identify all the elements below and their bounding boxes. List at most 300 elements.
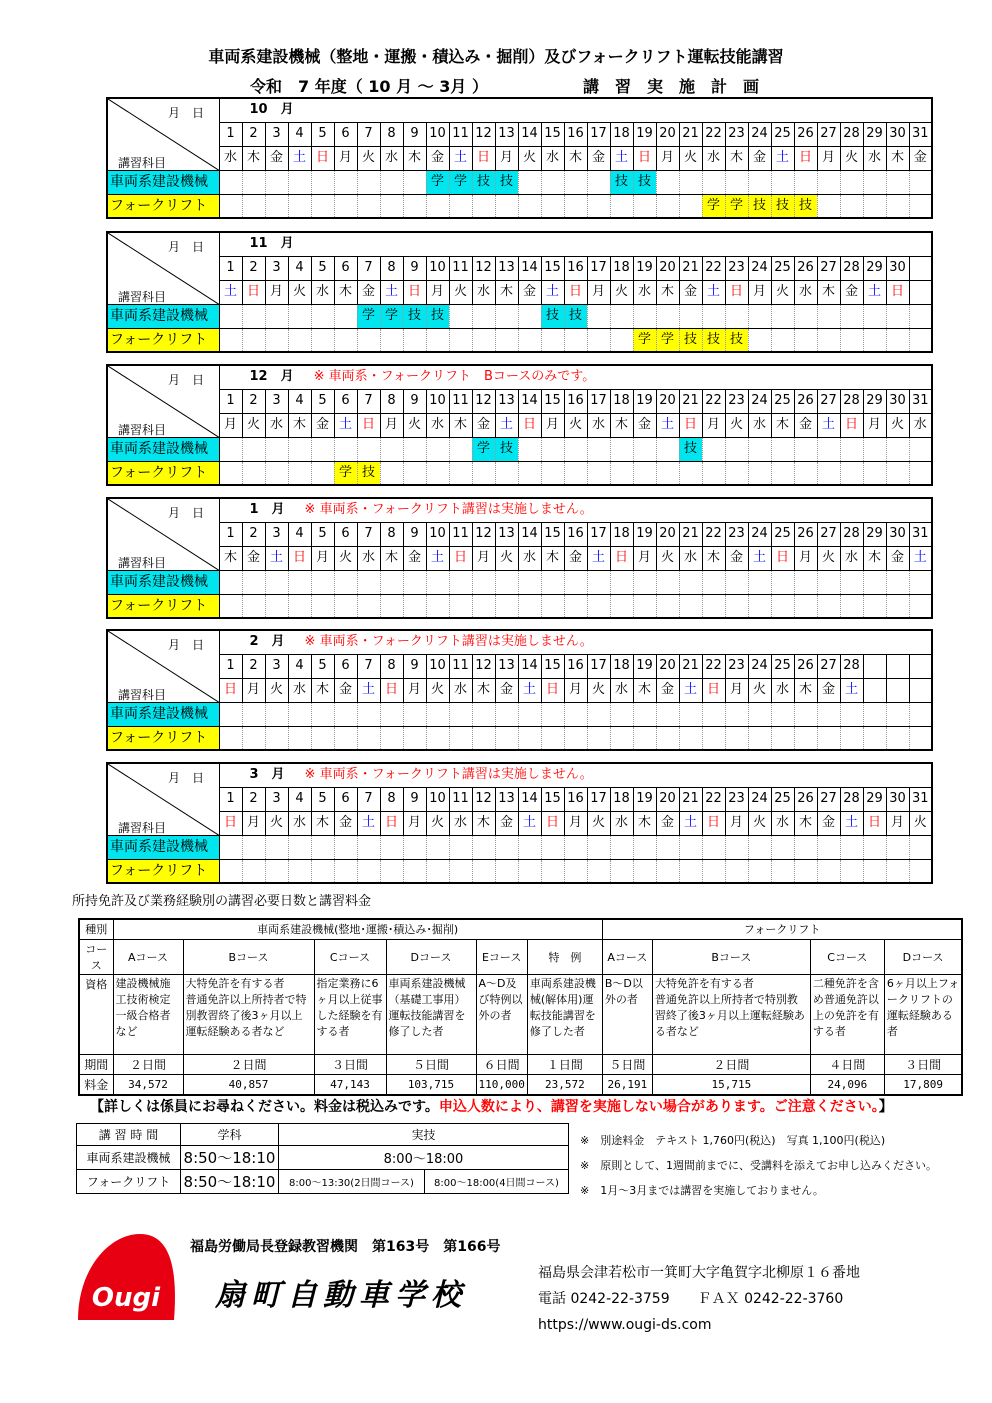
forklift-cell — [610, 194, 633, 218]
weekday: 月 — [587, 280, 610, 304]
day-number: 8 — [380, 787, 403, 811]
weekday: 月 — [702, 413, 725, 437]
weekday: 月 — [794, 546, 817, 570]
vehicle-cell — [610, 570, 633, 594]
forklift-cell: 技 — [794, 194, 817, 218]
forklift-cell — [863, 594, 886, 618]
month-note: ※ 車両系・フォークリフト Bコースのみです。 — [313, 369, 596, 385]
weekday: 水 — [610, 811, 633, 835]
forklift-cell — [518, 859, 541, 883]
vehicle-cell — [656, 304, 679, 328]
subject-label: 講習科目 — [118, 290, 167, 304]
forklift-cell — [564, 461, 587, 485]
forklift-cell — [587, 461, 610, 485]
vehicle-practice-time: 8:00～18:00 — [279, 1146, 569, 1170]
day-number: 27 — [817, 522, 840, 546]
forklift-row-label: フォークリフト — [107, 194, 219, 218]
vehicle-cell — [219, 570, 242, 594]
vehicle-cell — [725, 170, 748, 194]
vehicle-cell — [840, 835, 863, 859]
vehicle-cell — [679, 170, 702, 194]
day-number: 2 — [242, 787, 265, 811]
forklift-cell — [357, 594, 380, 618]
day-number: 24 — [748, 389, 771, 413]
weekday: 火 — [403, 413, 426, 437]
weekday: 日 — [725, 280, 748, 304]
vehicle-cell — [449, 570, 472, 594]
day-number: 14 — [518, 389, 541, 413]
day-number: 3 — [265, 654, 288, 678]
weekday: 火 — [587, 811, 610, 835]
vehicle-cell — [449, 835, 472, 859]
forklift-cell — [656, 194, 679, 218]
forklift-cell — [909, 726, 932, 750]
vehicle-cell — [564, 570, 587, 594]
forklift-cell — [380, 594, 403, 618]
vehicle-cell — [817, 835, 840, 859]
forklift-cell — [817, 594, 840, 618]
day-number: 15 — [541, 787, 564, 811]
fee-price-cell: 103,715 — [386, 1074, 476, 1095]
vehicle-cell — [817, 570, 840, 594]
subject-label: 講習科目 — [118, 556, 167, 570]
day-number: 15 — [541, 122, 564, 146]
weekday: 月 — [265, 280, 288, 304]
inquiry-warning: 申込人数により、講習を実施しない場合があります。ご注意ください。 — [438, 1099, 879, 1115]
weekday — [863, 678, 886, 702]
day-number: 8 — [380, 654, 403, 678]
fee-qual-cell: 指定業務に6ヶ月以上従事した経験を有する者 — [314, 974, 386, 1054]
forklift-cell — [288, 594, 311, 618]
forklift-cell — [380, 726, 403, 750]
forklift-cell — [380, 461, 403, 485]
vehicle-cell — [334, 170, 357, 194]
day-number: 10 — [426, 256, 449, 280]
vehicle-cell — [541, 437, 564, 461]
forklift-cell — [518, 461, 541, 485]
weekday: 金 — [656, 811, 679, 835]
day-number: 2 — [242, 654, 265, 678]
vehicle-kind: 車両系建設機械(整地･運搬･積込み･掘削) — [113, 919, 602, 939]
weekday: 金 — [357, 280, 380, 304]
day-number: 12 — [472, 522, 495, 546]
day-number: 28 — [840, 256, 863, 280]
weekday: 火 — [771, 280, 794, 304]
forklift-cell: 技 — [748, 194, 771, 218]
vehicle-cell — [518, 170, 541, 194]
forklift-cell — [541, 594, 564, 618]
fee-qual-cell: 大特免許を有する者 普通免許以上所持者で特別教習終了後3ヶ月以上運転経験ある者など — [183, 974, 314, 1054]
time-header: 講 習 時 間 — [77, 1124, 181, 1146]
fee-section-title: 所持免許及び業務経験別の講習必要日数と講習料金 — [72, 894, 372, 909]
weekday: 月 — [219, 413, 242, 437]
vehicle-cell — [518, 304, 541, 328]
weekday: 月 — [541, 413, 564, 437]
vehicle-cell — [564, 437, 587, 461]
day-number: 15 — [541, 522, 564, 546]
vehicle-cell — [748, 570, 771, 594]
vehicle-cell — [587, 304, 610, 328]
day-number: 5 — [311, 522, 334, 546]
forklift-cell — [472, 594, 495, 618]
forklift-cell — [380, 194, 403, 218]
weekday: 水 — [587, 413, 610, 437]
forklift-cell — [633, 461, 656, 485]
vehicle-cell — [771, 702, 794, 726]
forklift-cell — [610, 859, 633, 883]
forklift-cell — [702, 859, 725, 883]
vehicle-cell — [265, 437, 288, 461]
day-number: 26 — [794, 122, 817, 146]
weekday: 水 — [840, 546, 863, 570]
weekday: 土 — [357, 811, 380, 835]
month-name: 3 月 — [249, 767, 285, 783]
day-number: 18 — [610, 256, 633, 280]
weekday: 日 — [403, 280, 426, 304]
month-label — [219, 630, 932, 654]
fee-period-cell: ２日間 — [183, 1054, 314, 1074]
vehicle-cell — [679, 304, 702, 328]
day-number: 9 — [403, 389, 426, 413]
weekday: 金 — [242, 546, 265, 570]
day-number: 16 — [564, 389, 587, 413]
weekday: 月 — [403, 811, 426, 835]
day-number: 4 — [288, 787, 311, 811]
plan-title: 講 習 実 施 計 画 — [583, 77, 760, 96]
month-name: 1 月 — [249, 502, 285, 518]
forklift-cell — [426, 726, 449, 750]
weekday: 水 — [771, 811, 794, 835]
vehicle-cell — [909, 835, 932, 859]
fee-price-cell: 23,572 — [527, 1074, 602, 1095]
day-number: 19 — [633, 522, 656, 546]
day-number: 3 — [265, 256, 288, 280]
vehicle-cell — [794, 437, 817, 461]
forklift-cell — [656, 859, 679, 883]
vehicle-cell — [357, 835, 380, 859]
weekday: 土 — [265, 546, 288, 570]
day-number: 12 — [472, 122, 495, 146]
forklift-cell — [794, 461, 817, 485]
vehicle-cell — [610, 304, 633, 328]
vehicle-cell — [702, 437, 725, 461]
day-number: 19 — [633, 389, 656, 413]
day-number: 25 — [771, 256, 794, 280]
forklift-cell: 技 — [679, 328, 702, 352]
vehicle-cell: 技 — [610, 170, 633, 194]
day-number: 8 — [380, 522, 403, 546]
forklift-cell — [265, 859, 288, 883]
weekday: 月 — [472, 546, 495, 570]
weekday: 金 — [840, 280, 863, 304]
day-number: 16 — [564, 522, 587, 546]
forklift-cell — [449, 194, 472, 218]
vehicle-cell — [748, 835, 771, 859]
day-number: 12 — [472, 389, 495, 413]
day-number: 14 — [518, 787, 541, 811]
forklift-cell — [288, 194, 311, 218]
day-number: 11 — [449, 522, 472, 546]
day-number: 23 — [725, 256, 748, 280]
forklift-cell — [679, 594, 702, 618]
day-number: 26 — [794, 522, 817, 546]
weekday: 火 — [610, 280, 633, 304]
day-number: 23 — [725, 787, 748, 811]
weekday: 日 — [610, 546, 633, 570]
forklift-cell — [449, 594, 472, 618]
day-number: 2 — [242, 122, 265, 146]
vehicle-cell — [495, 835, 518, 859]
weekday: 日 — [380, 678, 403, 702]
vehicle-cell — [449, 702, 472, 726]
forklift-cell — [311, 859, 334, 883]
forklift-cell — [817, 726, 840, 750]
day-number: 2 — [242, 522, 265, 546]
vehicle-cell — [564, 835, 587, 859]
forklift-cell — [449, 859, 472, 883]
forklift-cell — [242, 859, 265, 883]
forklift-cell: 学 — [725, 194, 748, 218]
vehicle-cell — [518, 570, 541, 594]
forklift-cell — [472, 726, 495, 750]
day-number: 25 — [771, 522, 794, 546]
vehicle-cell: 学 — [449, 170, 472, 194]
fee-course-cell: Aコース — [602, 939, 652, 974]
weekday: 日 — [380, 811, 403, 835]
vehicle-cell — [909, 702, 932, 726]
vehicle-cell — [403, 835, 426, 859]
vehicle-cell — [288, 702, 311, 726]
weekday: 月 — [725, 811, 748, 835]
vehicle-cell: 技 — [495, 437, 518, 461]
vehicle-cell — [541, 702, 564, 726]
fee-course-cell: Dコース — [884, 939, 962, 974]
forklift-cell — [656, 726, 679, 750]
month-calendar — [106, 629, 933, 751]
day-number: 14 — [518, 654, 541, 678]
vehicle-cell — [219, 702, 242, 726]
day-number: 1 — [219, 654, 242, 678]
forklift-cell — [909, 328, 932, 352]
vehicle-cell — [265, 835, 288, 859]
forklift-cell — [564, 726, 587, 750]
weekday: 金 — [564, 546, 587, 570]
weekday: 金 — [748, 146, 771, 170]
weekday: 木 — [702, 546, 725, 570]
forklift-cell — [633, 859, 656, 883]
vehicle-cell: 技 — [633, 170, 656, 194]
vehicle-cell — [518, 437, 541, 461]
vehicle-cell — [495, 304, 518, 328]
forklift-cell — [242, 194, 265, 218]
vehicle-cell — [242, 702, 265, 726]
qual-label: 資格 — [79, 974, 113, 1054]
forklift-cell — [817, 461, 840, 485]
forklift-cell — [587, 859, 610, 883]
weekday: 金 — [886, 546, 909, 570]
weekday: 火 — [265, 678, 288, 702]
day-number: 8 — [380, 122, 403, 146]
vehicle-cell — [817, 702, 840, 726]
weekday: 土 — [288, 146, 311, 170]
vehicle-cell — [633, 304, 656, 328]
day-number: 11 — [449, 654, 472, 678]
weekday: 木 — [311, 811, 334, 835]
day-number: 21 — [679, 787, 702, 811]
vehicle-cell: 学 — [472, 437, 495, 461]
day-number: 17 — [587, 389, 610, 413]
weekday: 木 — [656, 280, 679, 304]
forklift-cell — [794, 726, 817, 750]
website-url[interactable]: https://www.ougi-ds.com — [538, 1317, 712, 1333]
day-number: 22 — [702, 389, 725, 413]
forklift-cell — [311, 194, 334, 218]
month-day-label: 月 日 — [168, 506, 205, 520]
vehicle-cell — [564, 170, 587, 194]
fee-qual-cell: B～D以外の者 — [602, 974, 652, 1054]
weekday: 水 — [771, 678, 794, 702]
forklift-cell — [518, 194, 541, 218]
forklift-cell — [288, 461, 311, 485]
day-number: 31 — [909, 389, 932, 413]
vehicle-cell — [219, 835, 242, 859]
weekday: 土 — [219, 280, 242, 304]
forklift-time-label: フォークリフト — [77, 1170, 181, 1194]
vehicle-cell — [840, 570, 863, 594]
weekday: 日 — [518, 413, 541, 437]
day-number: 7 — [357, 122, 380, 146]
vehicle-cell — [863, 570, 886, 594]
day-number: 20 — [656, 522, 679, 546]
vehicle-row-label: 車両系建設機械 — [107, 570, 219, 594]
fee-price-cell: 34,572 — [113, 1074, 183, 1095]
forklift-cell — [265, 328, 288, 352]
vehicle-cell — [610, 702, 633, 726]
day-number: 16 — [564, 654, 587, 678]
weekday: 木 — [311, 678, 334, 702]
forklift-cell — [725, 594, 748, 618]
weekday: 金 — [334, 678, 357, 702]
day-number: 24 — [748, 787, 771, 811]
weekday: 水 — [679, 546, 702, 570]
forklift-cell — [771, 859, 794, 883]
day-number: 19 — [633, 256, 656, 280]
vehicle-cell — [311, 835, 334, 859]
day-number: 22 — [702, 122, 725, 146]
day-number — [863, 654, 886, 678]
day-number: 25 — [771, 389, 794, 413]
vehicle-cell — [403, 570, 426, 594]
day-number: 18 — [610, 389, 633, 413]
weekday: 土 — [817, 413, 840, 437]
day-number: 17 — [587, 787, 610, 811]
weekday: 月 — [656, 146, 679, 170]
forklift-cell: 技 — [357, 461, 380, 485]
fee-price-cell: 24,096 — [810, 1074, 884, 1095]
month-day-label: 月 日 — [168, 373, 205, 387]
vehicle-cell — [334, 835, 357, 859]
day-number: 9 — [403, 522, 426, 546]
forklift-cell — [449, 461, 472, 485]
weekday: 木 — [863, 546, 886, 570]
weekday: 火 — [886, 413, 909, 437]
weekday: 木 — [564, 146, 587, 170]
forklift-cell — [495, 859, 518, 883]
day-number: 21 — [679, 522, 702, 546]
vehicle-cell — [426, 835, 449, 859]
weekday: 火 — [495, 546, 518, 570]
forklift-cell — [863, 859, 886, 883]
day-number: 19 — [633, 787, 656, 811]
forklift-cell — [472, 859, 495, 883]
day-number: 20 — [656, 122, 679, 146]
forklift-cell — [541, 859, 564, 883]
forklift-cell — [794, 859, 817, 883]
vehicle-cell — [311, 437, 334, 461]
forklift-cell: 技 — [771, 194, 794, 218]
vehicle-cell — [863, 170, 886, 194]
day-number: 7 — [357, 389, 380, 413]
weekday: 金 — [334, 811, 357, 835]
forklift-cell — [702, 461, 725, 485]
forklift-cell: 技 — [702, 328, 725, 352]
vehicle-cell: 学 — [380, 304, 403, 328]
day-number: 21 — [679, 122, 702, 146]
weekday: 木 — [472, 678, 495, 702]
forklift-cell — [265, 726, 288, 750]
vehicle-cell: 技 — [679, 437, 702, 461]
day-number: 8 — [380, 389, 403, 413]
forklift-cell — [633, 594, 656, 618]
weekday: 金 — [311, 413, 334, 437]
vehicle-cell — [587, 570, 610, 594]
vehicle-cell — [311, 570, 334, 594]
fee-price-cell: 47,143 — [314, 1074, 386, 1095]
vehicle-cell — [288, 835, 311, 859]
forklift-cell — [610, 594, 633, 618]
vehicle-cell — [334, 702, 357, 726]
day-number: 23 — [725, 389, 748, 413]
day-number: 28 — [840, 389, 863, 413]
vehicle-cell — [426, 570, 449, 594]
weekday: 火 — [656, 546, 679, 570]
vehicle-cell — [380, 437, 403, 461]
forklift-cell — [840, 726, 863, 750]
vehicle-cell — [357, 570, 380, 594]
forklift-cell — [702, 726, 725, 750]
day-number: 10 — [426, 654, 449, 678]
day-number: 26 — [794, 389, 817, 413]
vehicle-cell — [679, 702, 702, 726]
day-number: 27 — [817, 389, 840, 413]
vehicle-cell — [587, 170, 610, 194]
fee-qual-cell: A～D及び特例以外の者 — [476, 974, 527, 1054]
month-name: 10 月 — [249, 102, 294, 118]
forklift-cell — [311, 328, 334, 352]
vehicle-cell — [587, 437, 610, 461]
forklift-cell — [219, 328, 242, 352]
day-number: 13 — [495, 389, 518, 413]
vehicle-cell — [886, 170, 909, 194]
day-number: 27 — [817, 122, 840, 146]
weekday: 月 — [334, 146, 357, 170]
fee-course-cell: Bコース — [183, 939, 314, 974]
vehicle-row-label: 車両系建設機械 — [107, 702, 219, 726]
weekday: 金 — [909, 146, 932, 170]
weekday: 木 — [633, 678, 656, 702]
day-number: 11 — [449, 787, 472, 811]
forklift-cell — [334, 194, 357, 218]
